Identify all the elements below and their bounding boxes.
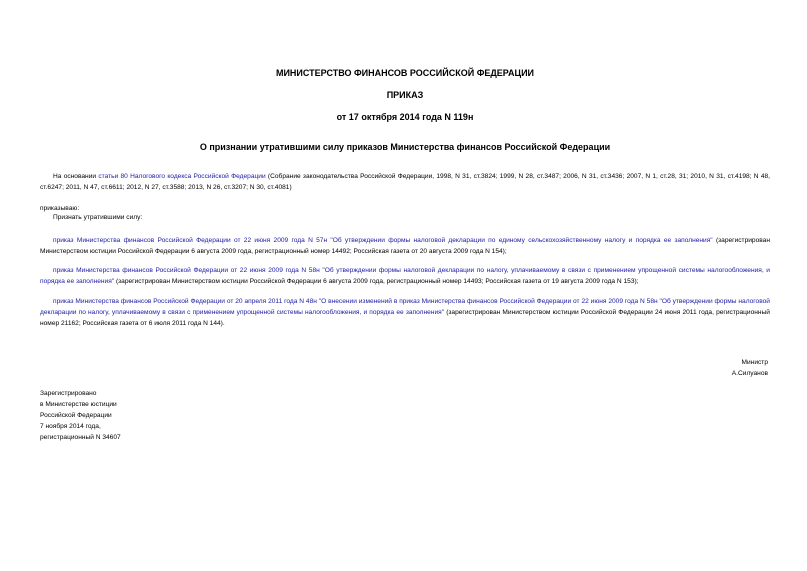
order-57n-link[interactable]: приказ Министерства финансов Российской Федерации от 22 июня 2009 года N 57н "Об утверждении формы налоговой декларации по единому сельскохозяйственному налогу и порядка ее заполнения" — [53, 237, 713, 244]
order-48n-link[interactable]: приказ Министерства финансов Российской Федерации от 20 апреля 2011 года N 48н "О внесении изменений в приказ Министерства финансов Российской Федерации от 22 июня 2009 года N 58н "Об утверждении формы налоговой декларации по налогу, уплачиваемому в связи с применением упрощенной системы налогообложения, и порядка ее заполнения" — [40, 298, 770, 316]
list-item — [40, 265, 770, 287]
document-type: ПРИКАЗ — [386, 90, 424, 100]
registration-line: в Министерстве юстиции — [40, 401, 117, 408]
ministry-heading: МИНИСТЕРСТВО ФИНАНСОВ РОССИЙСКОЙ ФЕДЕРАЦИИ — [275, 68, 535, 78]
date-number: от 17 октября 2014 года N 119н — [336, 112, 474, 122]
recognize-text: Признать утратившими силу: — [53, 214, 143, 221]
order-word: приказываю: — [40, 205, 80, 212]
preamble-lead: На основании — [53, 173, 99, 180]
order-48n-details: (зарегистрирован Министерством юстиции Российской Федерации 24 июня 2011 года, регистрационный номер 21162; Российская газета от 6 июля 2011 года N 144). — [40, 309, 770, 327]
registration-line: 7 ноября 2014 года, — [40, 423, 101, 430]
list-item — [40, 235, 770, 257]
signature-name: А.Силуанов — [731, 370, 768, 377]
preamble-rest: (Собрание законодательства Российской Федерации, 1998, N 31, ст.3824; 1999, N 28, ст.3487; 2006, N 31, ст.3436; 2007, N 1, ст.28, 31; 2010, N 31, ст.4198; N 48, ст.6247; 2011, N 47, ст.6611; 2012, N 27, ст.3588; 2013, N 26, ст.3207; N 30, ст.4081) — [40, 173, 771, 191]
preamble-paragraph — [40, 171, 770, 193]
registration-line: регистрационный N 34607 — [40, 434, 121, 441]
order-58n-link[interactable]: приказ Министерства финансов Российской Федерации от 22 июня 2009 года N 58н "Об утверждении формы налоговой декларации по налогу, уплачиваемому в связи с применением упрощенной системы налогообложения, и порядка ее заполнения" — [40, 267, 770, 285]
signature-position: Министр — [741, 359, 768, 366]
order-57n-details: (зарегистрирован Министерством юстиции Российской Федерации 6 августа 2009 года, регистрационный номер 14492; Российская газета от 20 августа 2009 года N 154); — [40, 237, 770, 255]
registration-line: Зарегистрировано — [40, 390, 97, 397]
signature-block — [732, 357, 768, 379]
order-58n-details: (зарегистрирован Министерством юстиции Российской Федерации 6 августа 2009 года, регистрационный номер 14493; Российская газета от 19 августа 2009 года N 153); — [114, 278, 639, 285]
tax-code-link[interactable]: статьи 80 Налогового кодекса Российской Федерации — [98, 173, 266, 180]
document-title: О признании утратившими силу приказов Министерства финансов Российской Федерации — [199, 142, 611, 152]
registration-block — [40, 388, 121, 443]
list-item — [40, 296, 770, 329]
registration-line: Российской Федерации — [40, 412, 112, 419]
